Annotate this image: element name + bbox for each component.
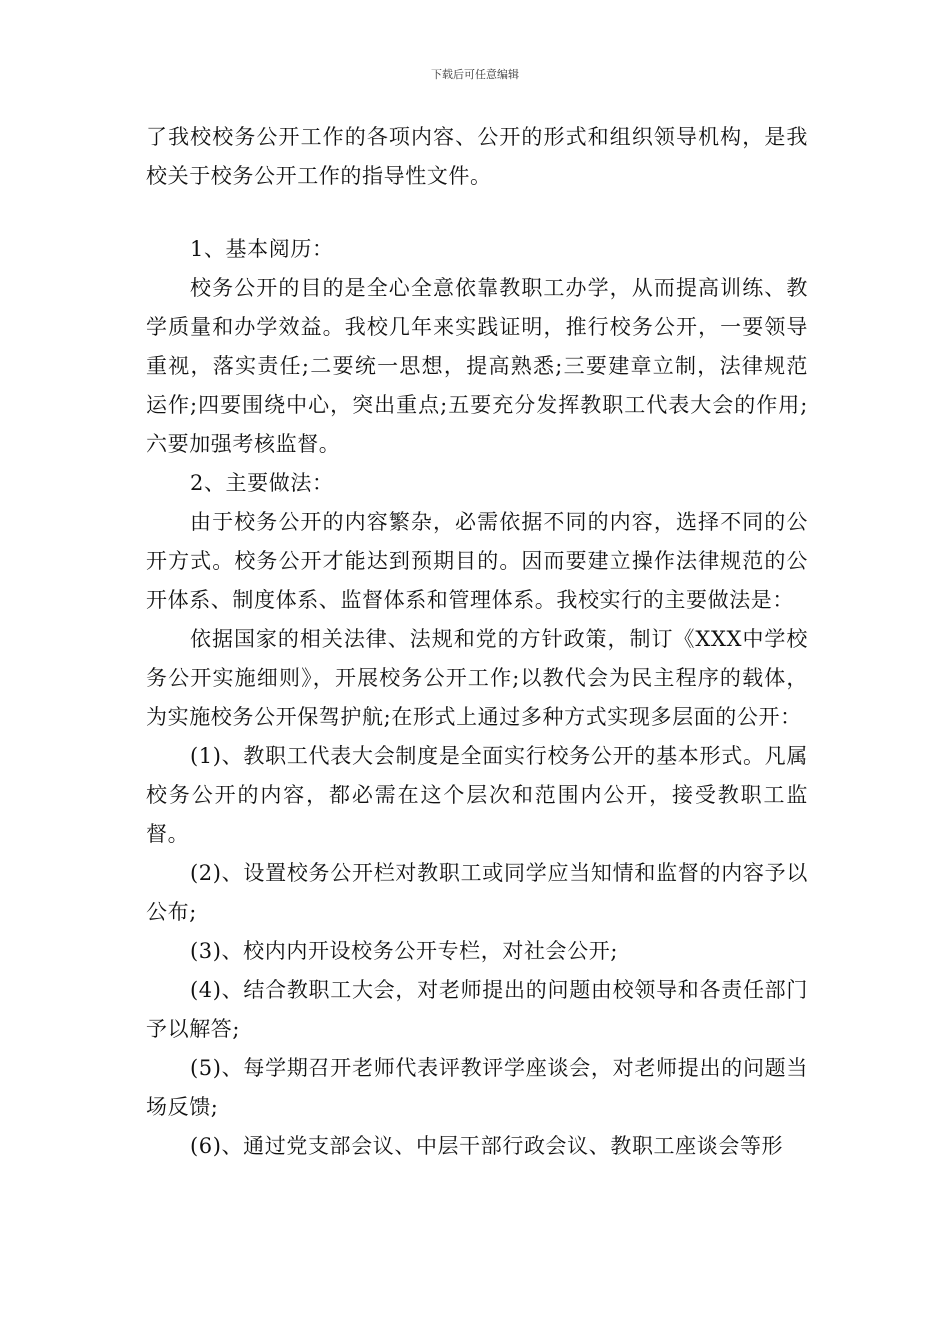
list-item-5: (5)、每学期召开老师代表评教评学座谈会，对老师提出的问题当场反馈; — [146, 1056, 808, 1119]
list-item-1: (1)、教职工代表大会制度是全面实行校务公开的基本形式。凡属校务公开的内容，都必需在这个层次和范围内公开，接受教职工监督。 — [146, 744, 808, 846]
list-item-4: (4)、结合教职工大会，对老师提出的问题由校领导和各责任部门予以解答; — [146, 978, 808, 1041]
paragraph-methods: 由于校务公开的内容繁杂，必需依据不同的内容，选择不同的公开方式。校务公开才能达到预期目的。因而要建立操作法律规范的公开体系、制度体系、监督体系和管理体系。我校实行的主要做法是： — [146, 510, 808, 612]
list-item-6: (6)、通过党支部会议、中层干部行政会议、教职工座谈会等形 — [190, 1134, 784, 1158]
list-item-3: (3)、校内内开设校务公开专栏，对社会公开; — [190, 939, 619, 963]
heading-basic-experience: 1、基本阅历： — [190, 237, 334, 261]
page-header: 下载后可任意编辑 — [431, 68, 519, 81]
document-body — [146, 118, 808, 1166]
paragraph-regulations: 依据国家的相关法律、法规和党的方针政策，制订《XXX中学校务公开实施细则》，开展校务公开工作;以教代会为民主程序的载体，为实施校务公开保驾护航;在形式上通过多种方式实现多层面的公开： — [146, 627, 808, 729]
heading-main-practices: 2、主要做法： — [190, 471, 334, 495]
paragraph-intro: 了我校校务公开工作的各项内容、公开的形式和组织领导机构，是我校关于校务公开工作的指导性文件。 — [146, 125, 808, 188]
list-item-2: (2)、设置校务公开栏对教职工或同学应当知情和监督的内容予以公布; — [146, 861, 808, 924]
paragraph-purpose: 校务公开的目的是全心全意依靠教职工办学，从而提高训练、教学质量和办学效益。我校几年来实践证明，推行校务公开，一要领导重视，落实责任;二要统一思想，提高熟悉;三要建章立制，法律规范运作;四要围绕中心，突出重点;五要充分发挥教职工代表大会的作用;六要加强考核监督。 — [146, 276, 808, 456]
